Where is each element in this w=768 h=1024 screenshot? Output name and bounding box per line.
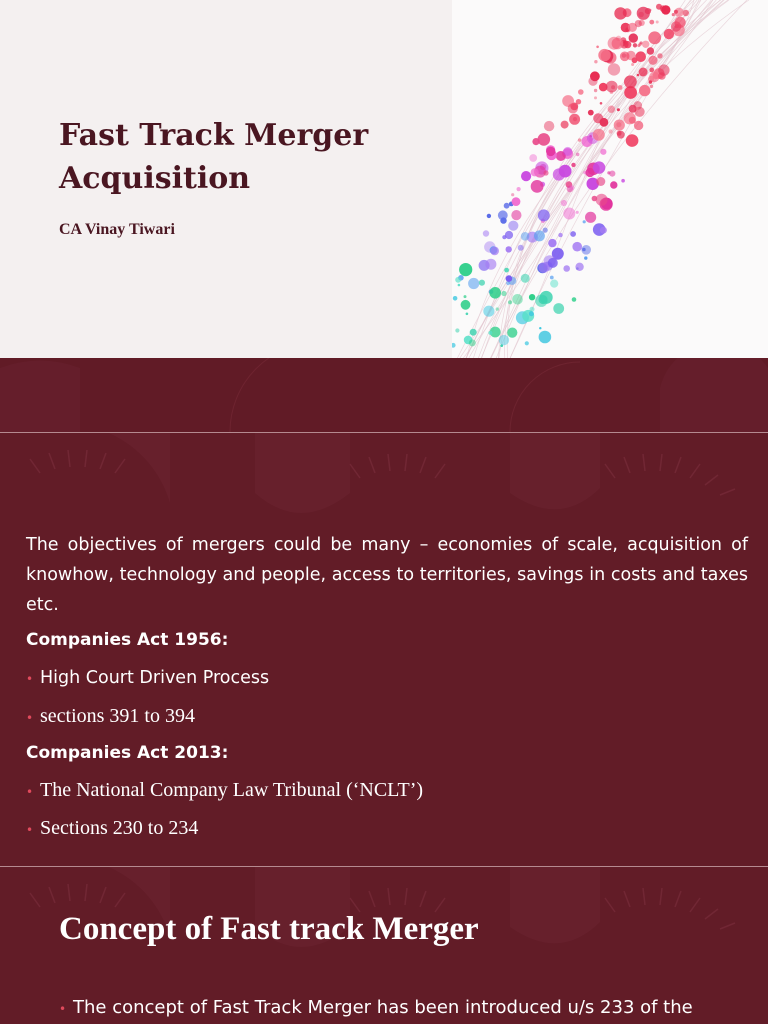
bullet-dot-icon: • <box>26 672 34 686</box>
art-dot <box>596 46 599 49</box>
art-dot <box>518 245 524 251</box>
bullet-text: The National Company Law Tribunal (‘NCLT’) <box>40 779 424 801</box>
art-dot <box>538 209 550 221</box>
art-dot <box>572 297 577 302</box>
art-dot <box>607 171 610 174</box>
art-dot <box>581 245 591 255</box>
art-dot <box>636 107 639 110</box>
art-dot <box>600 227 607 234</box>
art-strand <box>460 0 701 358</box>
art-dot <box>610 181 617 188</box>
art-dot <box>483 306 494 317</box>
art-dot <box>506 246 512 252</box>
art-dot <box>570 231 576 237</box>
art-dot <box>512 197 521 206</box>
art-dot <box>508 300 512 304</box>
art-dot <box>466 313 469 316</box>
art-dot <box>658 64 669 75</box>
art-dot <box>499 335 509 345</box>
art-dot <box>550 280 558 288</box>
art-dot <box>546 147 555 156</box>
art-dot <box>596 194 608 206</box>
art-dot <box>452 343 456 348</box>
art-strand <box>482 0 749 358</box>
art-dot <box>505 231 513 239</box>
list-item <box>26 779 423 802</box>
art-dot <box>649 80 652 83</box>
art-dot <box>608 106 615 113</box>
art-dot <box>530 307 535 312</box>
art-dot <box>642 41 649 48</box>
art-dot <box>540 291 553 304</box>
art-dot <box>455 277 461 283</box>
art-dot <box>576 211 579 214</box>
art-dot <box>561 121 569 129</box>
art-dot <box>600 118 609 127</box>
art-dot <box>504 268 509 273</box>
art-dot <box>470 329 477 336</box>
art-dot <box>576 153 580 157</box>
author-name: CA Vinay Tiwari <box>59 221 175 238</box>
art-dot <box>675 17 686 28</box>
art-dot <box>531 180 544 193</box>
art-dot <box>633 43 637 47</box>
art-dot <box>539 262 550 273</box>
art-dot <box>488 331 492 335</box>
art-dot <box>637 44 640 47</box>
act-2013-heading: Companies Act 2013: <box>26 743 229 763</box>
art-dot <box>639 85 650 96</box>
art-dot <box>594 96 597 99</box>
list-item <box>26 817 198 840</box>
art-dot <box>622 53 627 58</box>
bullet-dot-icon: • <box>26 785 34 799</box>
art-dot <box>672 13 675 16</box>
list-item <box>26 705 195 728</box>
art-dot <box>608 37 621 50</box>
art-dot <box>629 33 638 42</box>
content-slide <box>0 433 768 866</box>
art-dot <box>588 110 594 116</box>
art-dot <box>614 120 625 131</box>
art-dot <box>543 228 548 233</box>
art-dot <box>525 341 529 345</box>
art-dot <box>661 5 670 14</box>
art-dot <box>656 21 659 24</box>
bullet-dot-icon: • <box>26 823 34 837</box>
art-dot <box>637 74 640 77</box>
art-dot <box>511 193 514 196</box>
art-dot <box>609 129 613 133</box>
art-dot <box>507 328 517 338</box>
art-dot <box>548 239 556 247</box>
art-dot <box>594 89 597 92</box>
art-dot <box>459 263 472 276</box>
art-dot <box>593 129 605 141</box>
art-dot <box>634 121 643 130</box>
art-dot <box>572 242 582 252</box>
art-dot <box>529 154 537 162</box>
art-dot <box>624 112 636 124</box>
concept-title: Concept of Fast track Merger <box>59 911 479 947</box>
art-dot <box>664 29 674 39</box>
art-dot <box>479 280 485 286</box>
list-item <box>26 668 269 688</box>
bullet-text: The concept of Fast Track Merger has been introduced u/s 233 of the <box>73 997 693 1018</box>
art-dot <box>489 287 501 299</box>
art-dot <box>674 10 678 14</box>
art-dot <box>656 4 662 10</box>
art-dot <box>539 331 552 344</box>
art-dot <box>517 187 521 191</box>
bullet-text: sections 391 to 394 <box>40 705 195 727</box>
art-strand <box>466 0 699 358</box>
art-dot <box>561 200 567 206</box>
art-dot <box>487 214 491 218</box>
art-dot <box>588 77 597 86</box>
art-dot <box>532 138 539 145</box>
art-dot <box>639 68 648 77</box>
act-1956-heading: Companies Act 1956: <box>26 630 229 650</box>
decorative-band <box>0 358 768 432</box>
art-dot <box>496 307 499 310</box>
art-dot <box>483 230 489 236</box>
art-dot <box>598 49 610 61</box>
slide-top-pattern <box>0 433 768 533</box>
art-dot <box>608 63 620 75</box>
art-dot <box>508 221 518 231</box>
art-dot <box>521 171 531 181</box>
art-dot <box>568 103 578 113</box>
art-dot <box>558 233 562 237</box>
art-dot <box>512 294 523 305</box>
art-dot <box>594 60 597 63</box>
art-dot <box>569 185 574 190</box>
art-dot <box>559 165 572 178</box>
art-dot <box>614 7 626 19</box>
art-dot <box>649 9 652 12</box>
art-dot <box>464 295 467 298</box>
art-dot <box>490 247 499 256</box>
art-dot <box>626 51 635 60</box>
art-dot <box>504 203 510 209</box>
slide-title <box>59 114 419 200</box>
art-dot <box>621 179 625 183</box>
art-dot <box>585 212 596 223</box>
title-slide <box>0 0 768 358</box>
art-dot <box>468 278 479 289</box>
art-dot <box>650 85 653 88</box>
art-dot <box>571 163 575 167</box>
art-dot <box>606 81 618 93</box>
band-pattern <box>0 358 768 432</box>
art-dot <box>617 108 620 111</box>
art-dot <box>563 208 575 220</box>
art-dot <box>626 134 639 147</box>
art-dot <box>657 53 662 58</box>
art-dot <box>584 256 587 259</box>
art-dot <box>485 259 496 270</box>
art-dot <box>531 168 539 176</box>
art-dot <box>649 20 654 25</box>
particle-stream-art <box>452 0 768 358</box>
art-dot <box>563 265 570 272</box>
art-dot <box>553 303 564 314</box>
art-dot <box>550 276 554 280</box>
art-dot <box>578 138 581 141</box>
art-dot <box>635 20 642 27</box>
art-dot <box>618 85 623 90</box>
art-dot <box>647 47 654 54</box>
art-dot <box>539 327 541 329</box>
art-dot <box>548 258 558 268</box>
art-dot <box>529 294 535 300</box>
art-dot <box>538 133 551 146</box>
art-dot <box>453 296 458 301</box>
art-dot <box>544 121 554 131</box>
art-dot <box>648 31 661 44</box>
slide-title-line-2: Acquisition <box>59 161 251 196</box>
bullet-text: Sections 230 to 234 <box>40 817 199 839</box>
art-dot <box>569 114 580 125</box>
art-dot <box>534 230 545 241</box>
bullet-dot-icon: • <box>26 711 34 725</box>
art-dot <box>617 131 625 139</box>
art-dot <box>543 170 548 175</box>
art-dot <box>455 328 459 332</box>
concept-slide <box>0 867 768 1024</box>
art-dot <box>648 56 657 65</box>
art-dot <box>596 177 605 186</box>
art-dot <box>511 210 521 220</box>
art-dot <box>501 291 506 296</box>
art-dot <box>458 284 461 287</box>
bullet-text: High Court Driven Process <box>40 668 270 688</box>
art-dot <box>498 210 508 220</box>
art-dot <box>578 89 584 95</box>
art-dot <box>521 232 530 241</box>
art-dot <box>583 220 586 223</box>
art-dot <box>575 263 583 271</box>
art-dot <box>469 339 476 346</box>
bullet-dot-icon: • <box>59 1002 67 1016</box>
art-dot <box>563 147 572 156</box>
art-dot <box>593 161 605 173</box>
art-dot <box>624 75 637 88</box>
art-dot <box>600 102 603 105</box>
slide-title-line-1: Fast Track Merger <box>59 118 369 153</box>
art-dot <box>600 149 606 155</box>
art-dot <box>506 275 513 282</box>
list-item <box>59 997 693 1018</box>
art-dot <box>521 274 530 283</box>
art-dot <box>461 300 471 310</box>
art-dot <box>649 68 654 73</box>
art-dot <box>529 311 534 316</box>
intro-paragraph: The objectives of mergers could be many – economies of scale, acquisition of knowhow, technology and people, access to territories, savings in costs and taxes etc. <box>26 535 748 615</box>
art-dot <box>631 63 634 66</box>
